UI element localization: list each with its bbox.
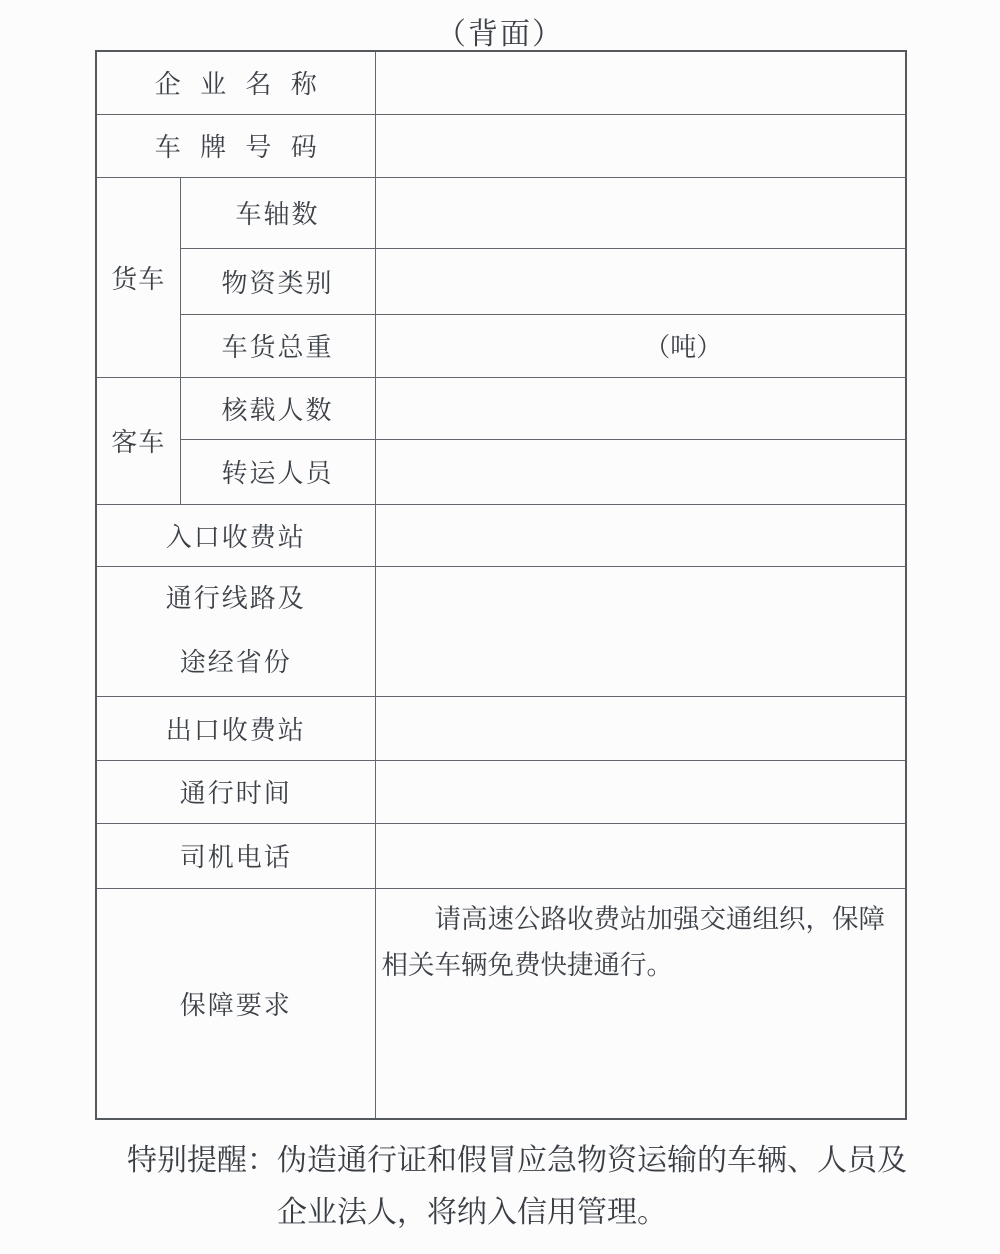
plate-number-label: 车牌号码 (96, 114, 375, 177)
route-provinces-label (96, 566, 375, 696)
gross-weight-unit: （吨） (644, 333, 723, 362)
transit-time-label: 通行时间 (96, 760, 375, 823)
material-category-value-cell (375, 248, 906, 314)
transit-time-value-cell (375, 760, 906, 823)
special-reminder (127, 1135, 917, 1239)
support-requirement-value-cell (375, 888, 906, 1119)
page-title: （背面） (436, 18, 564, 51)
approved-passengers-label: 核载人数 (180, 377, 375, 439)
bus-group-label: 客车 (96, 377, 180, 504)
gross-weight-value-cell (375, 314, 906, 377)
axle-count-value-cell (375, 177, 906, 248)
enterprise-name-label: 企业名称 (96, 51, 375, 114)
plate-number-value-cell (375, 114, 906, 177)
permit-form-table (95, 50, 907, 1120)
route-label-line2: 途经省份 (179, 648, 292, 677)
enterprise-name-value-cell (375, 51, 906, 114)
axle-count-label: 车轴数 (180, 177, 375, 248)
support-requirement-text: 请高速公路收费站加强交通组织，保障相关车辆免费快捷通行。 (381, 903, 885, 980)
route-label-line1: 通行线路及 (165, 584, 306, 613)
driver-phone-value-cell (375, 823, 906, 888)
driver-phone-label: 司机电话 (96, 823, 375, 888)
entry-toll-station-value-cell (375, 504, 906, 566)
approved-passengers-value-cell (375, 377, 906, 439)
material-category-label: 物资类别 (180, 248, 375, 314)
entry-toll-station-label: 入口收费站 (96, 504, 375, 566)
support-requirement-label: 保障要求 (96, 888, 375, 1119)
exit-toll-station-value-cell (375, 696, 906, 760)
transfer-personnel-value-cell (375, 439, 906, 504)
reminder-label: 特别提醒： (127, 1144, 277, 1177)
truck-group-label: 货车 (96, 177, 180, 377)
exit-toll-station-label: 出口收费站 (96, 696, 375, 760)
transfer-personnel-label: 转运人员 (180, 439, 375, 504)
gross-weight-label: 车货总重 (180, 314, 375, 377)
route-provinces-value-cell (375, 566, 906, 696)
reminder-text: 伪造通行证和假冒应急物资运输的车辆、人员及企业法人，将纳入信用管理。 (277, 1144, 907, 1229)
